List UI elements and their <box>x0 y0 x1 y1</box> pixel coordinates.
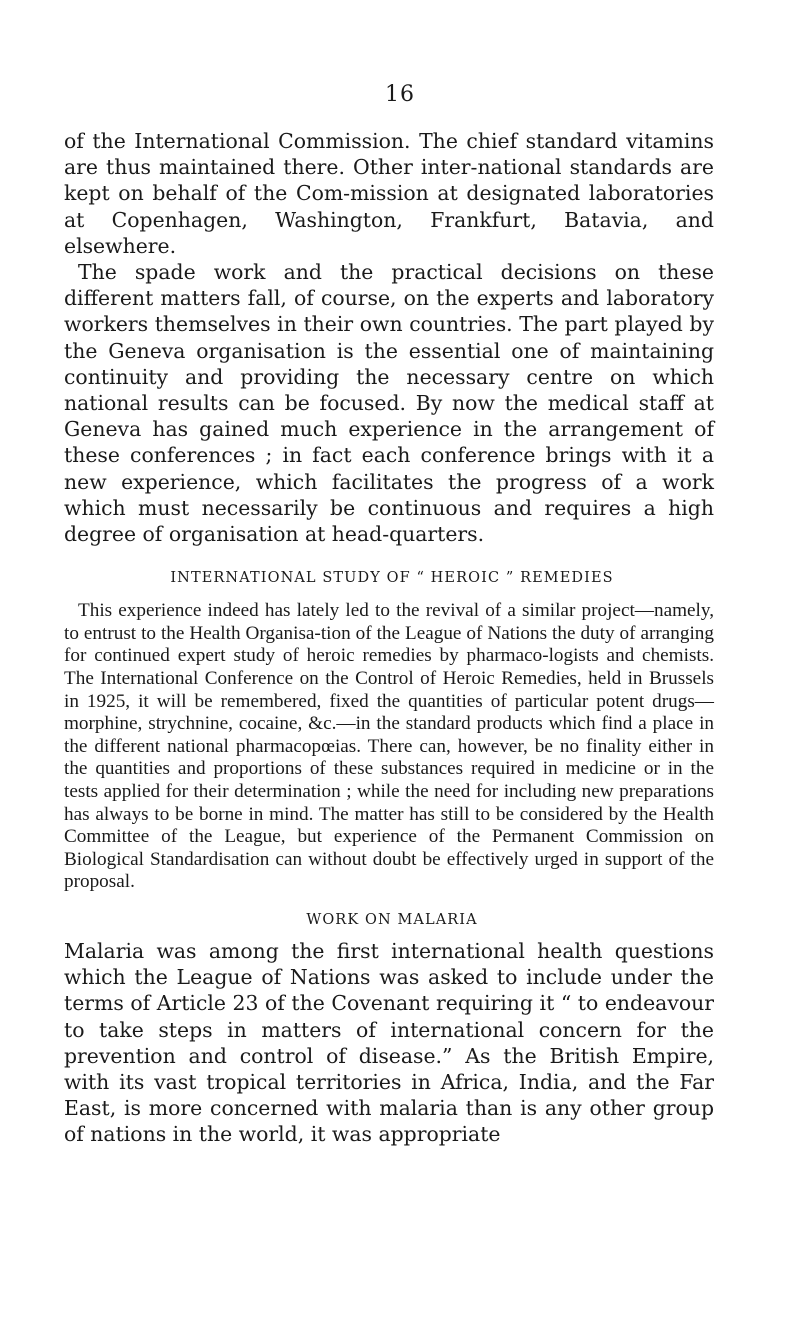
text-column <box>64 128 714 1148</box>
page-number: 16 <box>385 82 415 107</box>
paragraph-heroic-remedies: This experience indeed has lately led to the revival of a similar project—namely, to entrust to the Health Organisa-tion of the League of Nations the duty of arranging for continued expert study of heroic remedies by pharmaco-logists and chemists. The International Conference on the Control of Heroic Remedies, held in Brussels in 1925, it will be remembered, fixed the quantities of particular potent drugs—morphine, strychnine, cocaine, &c.—in the standard products which find a place in the different national pharmacopœias. There can, however, be no finality either in the quantities and proportions of these substances required in medicine or in the tests applied for their determination ; while the need for including new preparations has always to be borne in mind. The matter has still to be considered by the Health Committee of the League, but experience of the Permanent Commission on Biological Standardisation can without doubt be effectively urged in support of the proposal. <box>64 600 714 893</box>
section-heading-malaria: WORK ON MALARIA <box>306 911 478 928</box>
section-heading-heroic-remedies: INTERNATIONAL STUDY OF “ HEROIC ” REMEDIES <box>170 570 614 587</box>
paragraph-spade-work: The spade work and the practical decisions on these different matters fall, of course, on the experts and laboratory workers themselves in their own countries. The part played by the Geneva organisation is the essential one of maintaining continuity and providing the necessary centre on which national results can be focused. By now the medical staff at Geneva has gained much experience in the arrangement of these conferences ; in fact each conference brings with it a new experience, which facilitates the progress of a work which must necessarily be continuous and requires a high degree of organisation at head-quarters. <box>64 260 714 547</box>
paragraph-continuation: of the International Commission. The chief standard vitamins are thus maintained there. Other inter-national standards are kept on behalf of the Com-mission at designated laboratories at Copenhagen, Washington, Frankfurt, Batavia, and elsewhere. <box>64 129 714 258</box>
paragraph-malaria: Malaria was among the first international health questions which the League of Nations was asked to include under the terms of Article 23 of the Covenant requiring it “ to endeavour to take steps in matters of international concern for the prevention and control of disease.” As the British Empire, with its vast tropical territories in Africa, India, and the Far East, is more concerned with malaria than is any other group of nations in the world, it was appropriate <box>64 938 714 1147</box>
